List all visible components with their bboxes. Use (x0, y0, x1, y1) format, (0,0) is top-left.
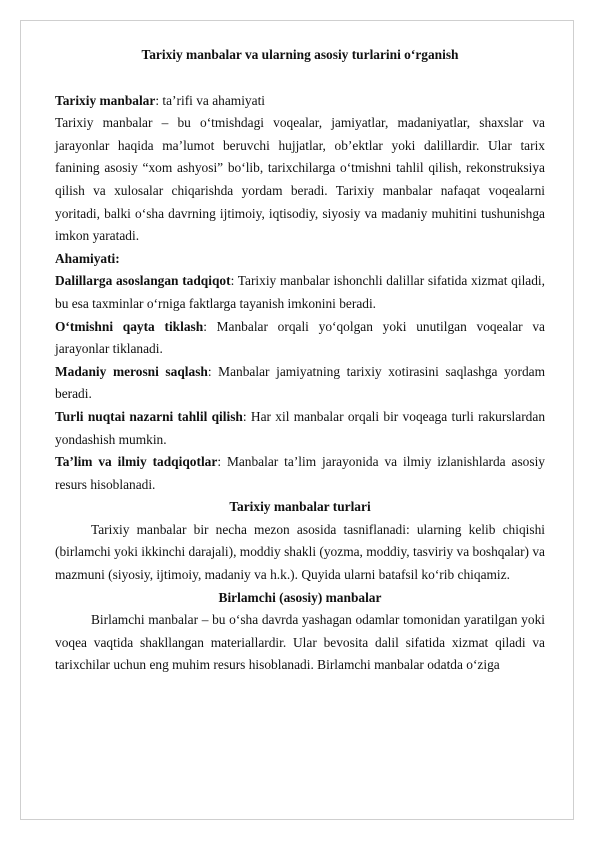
document-body (55, 44, 545, 677)
importance-term: Dalillarga asoslangan tadqiqot (55, 273, 231, 289)
importance-term: Ta’lim va ilmiy tadqiqotlar (55, 454, 218, 470)
importance-text: : Tarixiy manbalar ishonchli dalillar sifatida xizmat qiladi, bu esa taxminlar o‘rniga faktlarga tayanish imkonini beradi. (55, 273, 546, 311)
importance-item (55, 270, 545, 315)
primary-sources-paragraph: Birlamchi manbalar – bu o‘sha davrda yashagan odamlar tomonidan yaratilgan yoki voqea vaqtida shakllangan materiallardir. Ular bevosita dalil sifatida xizmat qiladi va tarixchilar uchun eng muhim resurs hisoblanadi. Birlamchi manbalar odatda o‘ziga (55, 612, 545, 673)
definition-heading-term: Tarixiy manbalar (55, 92, 156, 108)
importance-term: Madaniy merosni saqlash (55, 363, 208, 379)
importance-item (55, 316, 545, 361)
importance-heading-text: Ahamiyati: (55, 250, 120, 266)
importance-item (55, 451, 545, 496)
definition-heading-rest: : ta’rifi va ahamiyati (155, 92, 266, 108)
types-heading: Tarixiy manbalar turlari (229, 499, 371, 515)
importance-text: : Manbalar jamiyatning tarixiy xotirasini saqlashga yordam beradi. (55, 363, 545, 402)
types-paragraph: Tarixiy manbalar bir necha mezon asosida tasniflanadi: ularning kelib chiqishi (birlamchi yoki ikkinchi darajali), moddiy shakli (yozma, moddiy, tasviriy va boshqalar) va mazmuni (siyosiy, ijtimoiy, madaniy va h.k.). Quyida ularni batafsil ko‘rib chiqamiz. (55, 521, 545, 583)
importance-text: : Har xil manbalar orqali bir voqeaga turli rakurslardan yondashish mumkin. (55, 408, 546, 447)
importance-item (55, 361, 545, 406)
definition-heading (55, 90, 545, 113)
importance-term: O‘tmishni qayta tiklash (55, 318, 204, 334)
importance-term: Turli nuqtai nazarni tahlil qilish (55, 408, 243, 424)
primary-sources-heading: Birlamchi (asosiy) manbalar (218, 589, 382, 605)
importance-text: : Manbalar ta’lim jarayonida va ilmiy izlanishlarda asosiy resurs hisoblanadi. (55, 454, 545, 492)
importance-heading (55, 248, 545, 271)
importance-text: : Manbalar orqali yo‘qolgan yoki unutilgan voqealar va jarayonlar tiklanadi. (55, 318, 545, 357)
importance-item (55, 406, 545, 451)
document-title: Tarixiy manbalar va ularning asosiy turlarini o‘rganish (141, 47, 459, 62)
definition-paragraph: Tarixiy manbalar – bu o‘tmishdagi voqealar, jamiyatlar, madaniyatlar, shaxslar va jarayonlar haqida ma’lumot beruvchi hujjatlar, ob’ektlar yoki dalillardir. Ular tarix fanining asosiy “xom ashyosi” bo‘lib, tarixchilarga o‘tmishni tahlil qilish, rekonstruksiya qilish va xulosalar chiqarishda yordam beradi. Tarixiy manbalar nafaqat voqealarni yoritadi, balki o‘sha davrning ijtimoiy, iqtisodiy, siyosiy va madaniy muhitini tushunishga imkon yaratadi. (55, 115, 545, 244)
